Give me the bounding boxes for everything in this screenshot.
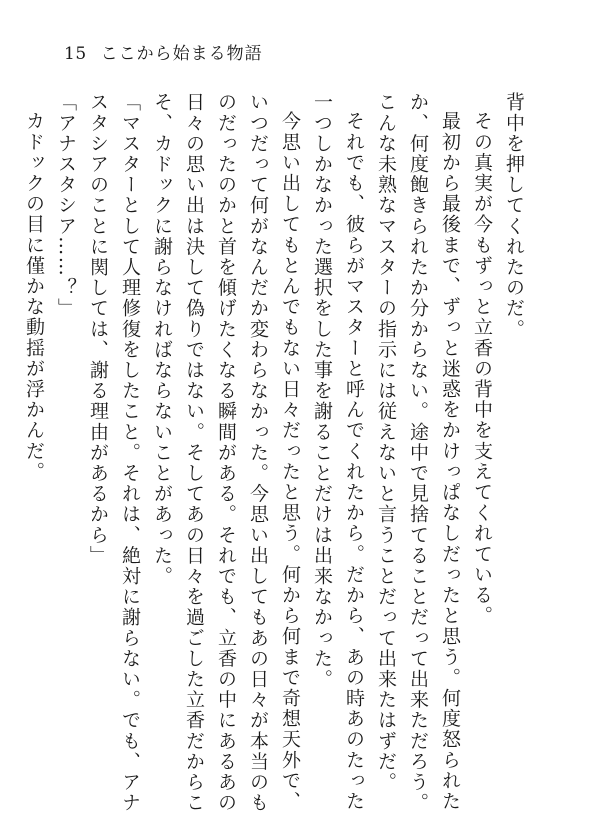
text-line: その真実が今もずっと立香の背中を支えてくれている。 [471, 111, 493, 626]
text-line: いつだって何がなんだか変わらなかった。今思い出してもあの日々が本当のも [247, 92, 269, 813]
text-line: のだったのかと首を傾げたくなる瞬間がある。それでも、立香の中にあるあの [215, 92, 237, 813]
text-line: 一つしかなかった選択をした事を謝ることだけは出来なかった。 [311, 92, 333, 690]
text-line: それでも、彼らがマスターと呼んでくれたから。だから、あの時あのたった [343, 111, 365, 812]
dialogue-line: 「マスターとして人理修復をしたこと。それは、絶対に謝らない。でも、アナ [119, 92, 141, 813]
text-line: 今思い出してもとんでもない日々だったと思う。何から何まで奇想天外で、 [279, 111, 301, 812]
text-line: 最初から最後まで、ずっと迷惑をかけっぱなしだったと思う。何度怒られた [439, 111, 461, 812]
page-number: 15 [64, 44, 87, 64]
text-line: こんな未熟なマスターの指示には従えないと言うことだって出来たはずだ。 [375, 92, 397, 793]
dialogue-line: 「アナスタシア……？」 [55, 92, 77, 319]
text-line: そ、カドックに謝らなければならないことがあった。 [151, 92, 173, 587]
text-line: 背中を押してくれたのだ。 [503, 92, 525, 340]
dialogue-line: スタシアのことに関しては、謝る理由があるから」 [87, 92, 109, 566]
text-line: 日々の思い出は決して偽りではない。そしてあの日々を過ごした立香だからこ [183, 92, 205, 813]
text-line: カドックの目に僅かな動揺が浮かんだ。 [23, 111, 45, 482]
vertical-text-body [23, 92, 530, 813]
text-line: か、何度飽きられたか分からない。途中で見捨てることだって出来ただろう。 [407, 92, 429, 813]
running-header [64, 44, 263, 64]
chapter-title: ここから始まる物語 [100, 44, 263, 64]
